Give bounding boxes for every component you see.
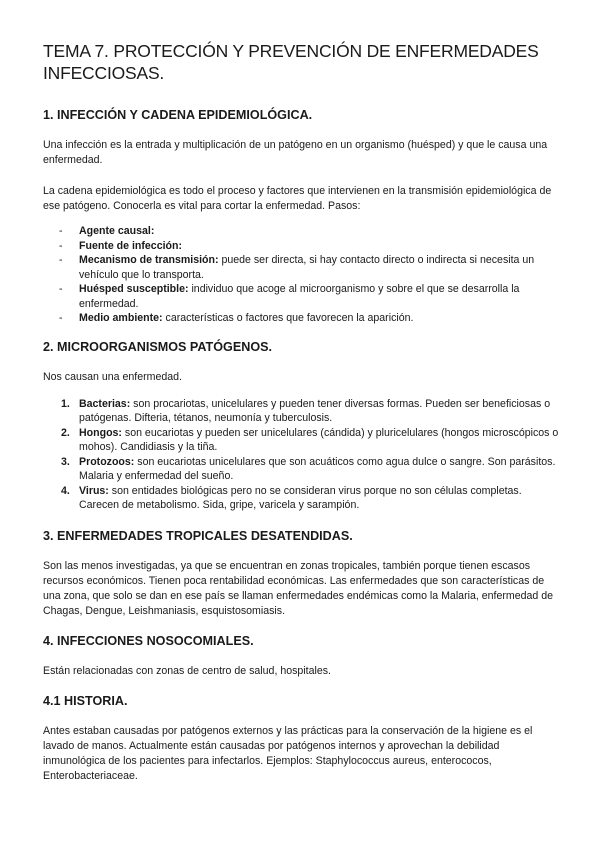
section-4-heading: 4. INFECCIONES NOSOCOMIALES. <box>43 633 254 648</box>
list-item: 3. Protozoos: son eucariotas unicelulares que son acuáticos como agua dulce o sangre. Son parásitos. Malaria y enfermedad del sueño. <box>61 455 556 482</box>
pathogens-list <box>43 397 559 513</box>
section-4-1-paragraph-1: Antes estaban causadas por patógenos externos y las prácticas para la conservación de la higiene es el lavado de manos. Actualmente están causadas por patógenos internos y aprovechan la debilidad inmunológica de los pacientes para infectarlos. Ejemplos: Staphylococcus aureus, enterococos, Enterobacteriaceae. <box>43 724 533 782</box>
list-item: - Mecanismo de transmisión: puede ser directa, si hay contacto directo o indirecta si necesita un vehículo que lo transporta. <box>59 254 535 281</box>
list-item: 4. Virus: son entidades biológicas pero no se consideran virus porque no son células completas. Carecen de metabolismo. Sida, gripe, varicela y sarampión. <box>61 484 522 511</box>
list-item: - Fuente de infección: <box>59 239 183 252</box>
section-1-paragraph-2: La cadena epidemiológica es todo el proceso y factores que intervienen en la transmisión epidemiológica de ese patógeno. Conocerla es vital para cortar la enfermedad. Pasos: <box>43 185 552 212</box>
section-2-heading: 2. MICROORGANISMOS PATÓGENOS. <box>43 339 273 354</box>
epidemiological-chain-list <box>43 224 559 326</box>
list-item: - Medio ambiente: características o factores que favorecen la aparición. <box>59 312 414 324</box>
section-3-paragraph-1: Son las menos investigadas, ya que se encuentran en zonas tropicales, también porque tienen escasos recursos económicos. Tienen poca rentabilidad económicas. Las enfermedades que son características de una zona, que solo se dan en ese país se llaman enfermedades endémicas como la Malaria, enfermedad de Chagas, Dengue, Leishmaniasis, esquistosomiasis. <box>43 559 553 617</box>
list-item: - Huésped susceptible: individuo que acoge al microorganismo y sobre el que se desarrolla la enfermedad. <box>59 283 520 310</box>
list-item: - Agente causal: <box>59 225 155 237</box>
document-content <box>43 40 559 784</box>
section-4-paragraph-1: Están relacionadas con zonas de centro de salud, hospitales. <box>43 664 331 677</box>
section-3-heading: 3. ENFERMEDADES TROPICALES DESATENDIDAS. <box>43 528 353 543</box>
section-4-1-heading: 4.1 HISTORIA. <box>43 693 128 708</box>
document-title: TEMA 7. PROTECCIÓN Y PREVENCIÓN DE ENFERMEDADES INFECCIOSAS. <box>43 41 539 83</box>
section-2-paragraph-1: Nos causan una enfermedad. <box>43 370 182 383</box>
section-1-heading: 1. INFECCIÓN Y CADENA EPIDEMIOLÓGICA. <box>43 108 313 122</box>
list-item: 2. Hongos: son eucariotas y pueden ser unicelulares (cándida) y pluricelulares (hongos microscópicos o mohos). Candidiasis y la tiña. <box>61 426 559 453</box>
list-item: 1. Bacterias: son procariotas, unicelulares y pueden tener diversas formas. Pueden ser beneficiosas o patógenas. Difteria, tétanos, neumonía y tuberculosis. <box>61 397 551 424</box>
section-1-paragraph-1: Una infección es la entrada y multiplicación de un patógeno en un organismo (huésped) y que le causa una enfermedad. <box>43 139 548 166</box>
